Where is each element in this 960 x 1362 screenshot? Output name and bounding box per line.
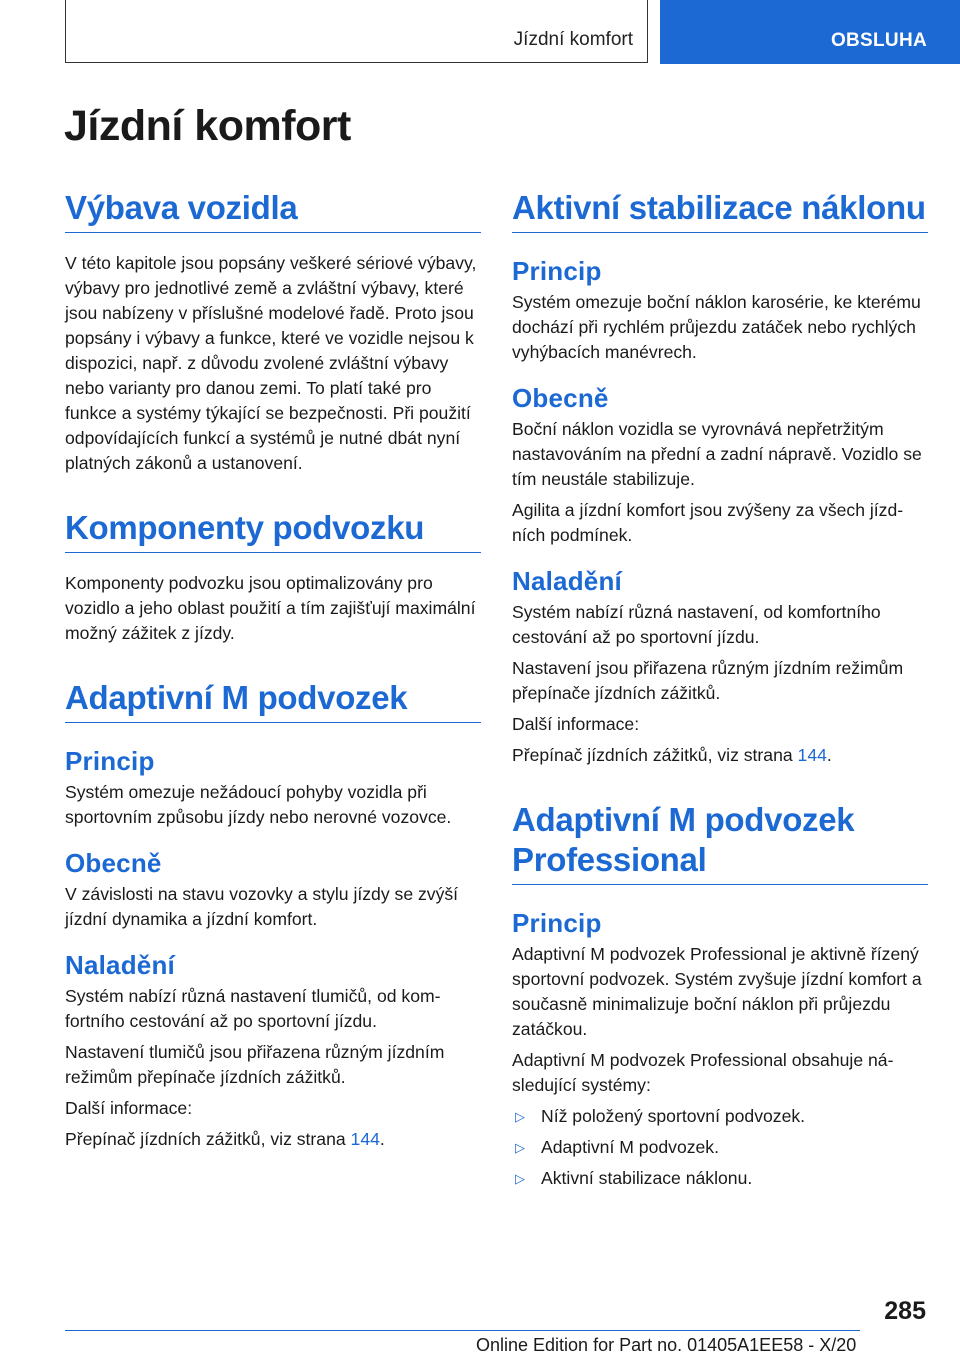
header-section-label: OBSLUHA bbox=[830, 30, 927, 51]
bullet-triangle-icon: ▷ bbox=[515, 1171, 525, 1186]
page-number: 285 bbox=[884, 1297, 926, 1325]
header-chapter-title: Jízdní komfort bbox=[513, 29, 633, 50]
paragraph-princip: Systém omezuje boční náklon karosérie, ke kterému dochází při rychlém průjezdu zatáček nebo rychlých vyhýbacích manévrech. bbox=[512, 292, 921, 362]
cross-reference-end: . bbox=[826, 745, 832, 765]
subheading-obecne: Obecně bbox=[512, 383, 609, 413]
paragraph-princip-2: Adaptivní M podvozek Professional obsahuje následující systémy: bbox=[512, 1050, 894, 1095]
list-item-text: Adaptivní M podvozek. bbox=[541, 1137, 719, 1157]
paragraph-princip-1: Adaptivní M podvozek Professional je aktivně řízený sportovní podvozek. Systém zvyšuje jízdní komfort a současně minimalizuje boční náklon při průjezdu zatáčkou. bbox=[512, 944, 922, 1039]
left-column bbox=[65, 188, 481, 1152]
cross-reference bbox=[512, 743, 928, 768]
subheading-obecne: Obecně bbox=[65, 848, 162, 878]
right-column bbox=[512, 188, 928, 1191]
paragraph-vybava: V této kapitole jsou popsány veškeré sériové výbavy, výbavy pro jednotlivé země a zvláštní výbavy, které jsou nabízeny v příslušné modelové řadě. Proto jsou popsány i výbavy a funkce, které ve vozidle nejsou k dispozici, např. z důvodu zvolené zvláštní výbavy nebo varianty pro danou zemi. To platí také pro funkce a systémy týkající se bezpečnosti. Při použití odpovídajících funkcí a systémů je nutné dbát nyní platných zákonů a ustanovení. bbox=[65, 253, 477, 473]
paragraph-obecne-2: Agilita a jízdní komfort jsou zvýšeny za všech jízdních podmínek. bbox=[512, 500, 904, 545]
paragraph-obecne-1: Boční náklon vozidla se vyrovnává nepřetržitým nastavováním na přední a zadní nápravě. Vozidlo se tím neustále stabilizuje. bbox=[512, 419, 922, 489]
list-item bbox=[512, 1166, 928, 1191]
cross-reference-text: Přepínač jízdních zážitků, viz strana bbox=[512, 745, 798, 765]
paragraph-naladeni-2: Nastavení jsou přiřazena různým jízdním režimům přepínače jízdních zážitků. bbox=[512, 658, 904, 703]
page-link-144[interactable]: 144 bbox=[797, 745, 827, 765]
cross-reference-end: . bbox=[379, 1129, 385, 1149]
heading-adaptivni-m-podvozek-professional: Adaptivní M podvozek Professional bbox=[512, 800, 928, 885]
cross-reference bbox=[65, 1127, 481, 1152]
heading-vybava-vozidla: Výbava vozidla bbox=[65, 188, 481, 233]
subheading-naladeni: Naladění bbox=[512, 566, 622, 596]
subheading-princip: Princip bbox=[65, 746, 155, 776]
cross-reference-text: Přepínač jízdních zážitků, viz strana bbox=[65, 1129, 351, 1149]
subheading-princip: Princip bbox=[512, 908, 602, 938]
list-item-text: Níž položený sportovní podvozek. bbox=[541, 1106, 806, 1126]
subheading-naladeni: Naladění bbox=[65, 950, 175, 980]
list-item bbox=[512, 1135, 928, 1160]
heading-aktivni-stabilizace: Aktivní stabilizace náklonu bbox=[512, 188, 928, 233]
more-info-label: Další informace: bbox=[65, 1098, 193, 1118]
more-info-label: Další informace: bbox=[512, 714, 640, 734]
paragraph-princip: Systém omezuje nežádoucí pohyby vozidla při sportovním způsobu jízdy nebo nerovné vozovce. bbox=[65, 782, 452, 827]
bullet-triangle-icon: ▷ bbox=[515, 1140, 525, 1155]
paragraph-obecne: V závislosti na stavu vozovky a stylu jízdy se zvýší jízdní dynamika a jízdní komfort. bbox=[65, 884, 459, 929]
heading-komponenty-podvozku: Komponenty podvozku bbox=[65, 508, 481, 553]
header-section-tab bbox=[660, 0, 960, 64]
paragraph-naladeni-1: Systém nabízí různá nastavení, od komfortního cestování až po sportovní jízdu. bbox=[512, 602, 881, 647]
list-item bbox=[512, 1104, 928, 1129]
systems-list bbox=[512, 1104, 928, 1191]
list-item-text: Aktivní stabilizace náklonu. bbox=[541, 1168, 753, 1188]
subheading-princip: Princip bbox=[512, 256, 602, 286]
heading-adaptivni-m-podvozek: Adaptivní M podvozek bbox=[65, 678, 481, 723]
page-link-144[interactable]: 144 bbox=[350, 1129, 380, 1149]
paragraph-naladeni-1: Systém nabízí různá nastavení tlumičů, od komfortního cestování až po sportovní jízdu. bbox=[65, 986, 441, 1031]
paragraph-naladeni-2: Nastavení tlumičů jsou přiřazena různým jízdním režimům přepínače jízdních zážitků. bbox=[65, 1042, 445, 1087]
bullet-triangle-icon: ▷ bbox=[515, 1109, 525, 1124]
page-title: Jízdní komfort bbox=[64, 102, 351, 150]
footer-divider bbox=[65, 1330, 860, 1331]
footer-edition-text: Online Edition for Part no. 01405A1EE58 - X/20 bbox=[476, 1335, 857, 1355]
header-chapter-box bbox=[65, 0, 648, 63]
paragraph-komponenty: Komponenty podvozku jsou optimalizovány pro vozidlo a jeho oblast použití a tím zajišťují maximální možný zážitek z jízdy. bbox=[65, 573, 476, 643]
